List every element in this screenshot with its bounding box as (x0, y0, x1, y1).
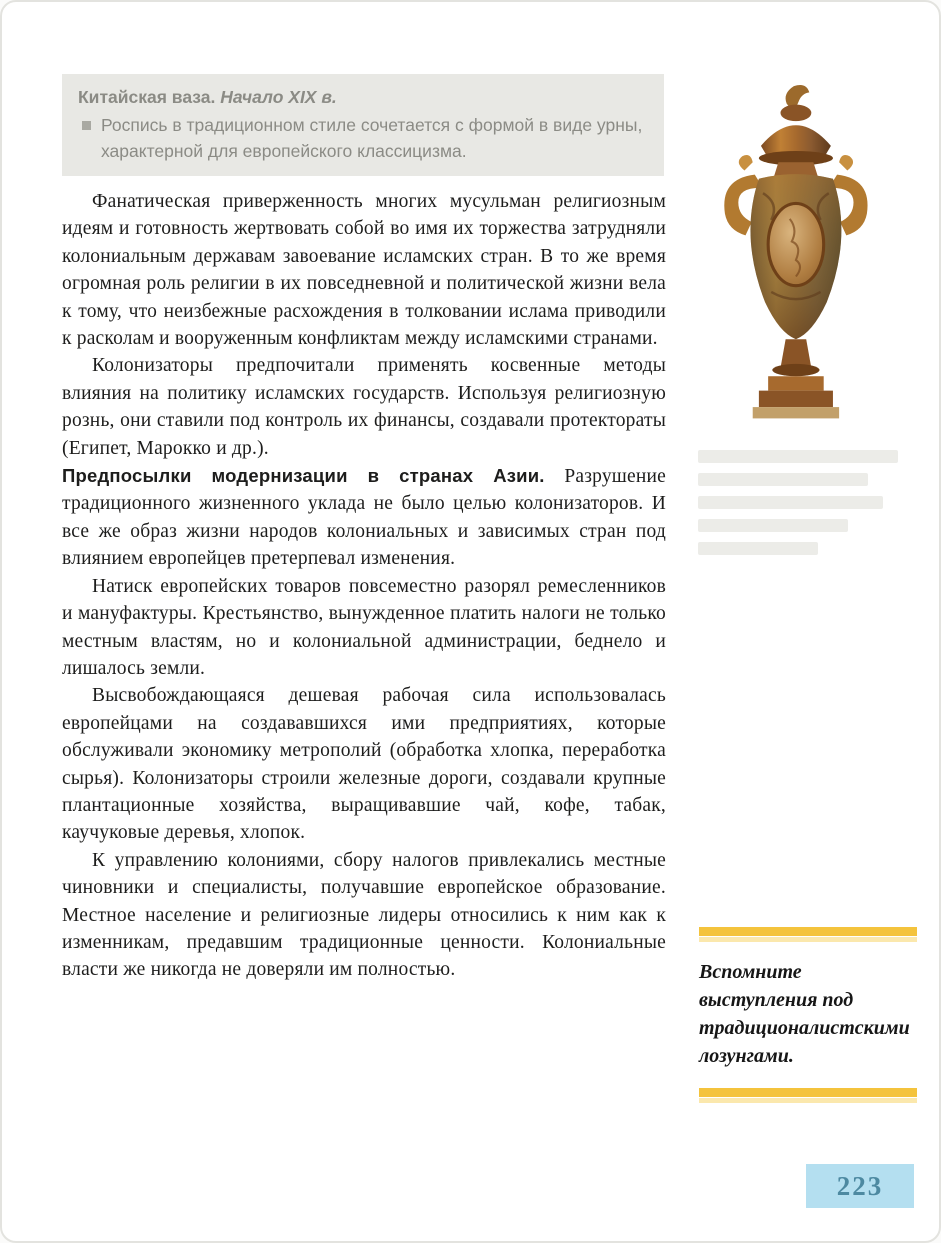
section-lead-heading: Предпосылки модернизации в странах Азии. (62, 465, 545, 487)
section-lead-text: Разрушение традиционного жизненного уклада не было целью колонизаторов. И все же образ жизни народов колониальных и зависимых стран под влиянием европейцев претерпевал изменения. (62, 466, 667, 570)
bleedthrough-line (698, 473, 868, 486)
accent-bar-bottom (699, 1088, 917, 1097)
paragraph-colonizers-methods: Колонизаторы предпочитали применять косвенные методы влияния на политику исламских государств. Используя религиозную рознь, они ставили под контроль их финансы, создавали протектораты (Египет, Марокко и др.). (62, 355, 666, 459)
bleedthrough-line (698, 450, 898, 463)
figure-caption-box (62, 74, 664, 176)
page-bleedthrough (698, 450, 908, 565)
bleedthrough-line (698, 542, 818, 555)
main-text-column (62, 188, 666, 984)
bleedthrough-line (698, 519, 848, 532)
paragraph-modernization (62, 462, 666, 573)
bullet-square-icon (82, 121, 91, 130)
page-number: 223 (836, 1170, 884, 1201)
paragraph-fanaticism: Фанатическая приверженность многих мусульман религиозным идеям и готовность жертвовать собой во имя их торжества затрудняли колониальным державам завоевание исламских стран. В то же время огромная роль религии в их повседневной и политической жизни вела к тому, что неизбежные расхождения в толковании ислама приводили к расколам и вооруженным конфликтам между исламскими странами. (62, 191, 666, 350)
accent-bar-top-light (699, 937, 917, 942)
page-number-badge (806, 1164, 914, 1208)
accent-bar-top (699, 927, 917, 936)
vase-illustration (690, 80, 908, 440)
figure-caption-title-bold: Китайская ваза. (78, 87, 216, 107)
paragraph-local-officials: К управлению колониями, сбору налогов привлекались местные чиновники и специалисты, получавшие европейское образование. Местное население и религиозные лидеры относились к ним как к изменникам, предавшим традиционные ценности. Колониальные власти же никогда не доверяли им полностью. (62, 849, 666, 981)
bleedthrough-line (698, 496, 883, 509)
paragraph-european-goods: Натиск европейских товаров повсеместно разорял ремесленников и мануфактуры. Крестьянство, вынужденное платить налоги не только местным властям, но и колониальной администрации, беднело и лишалось земли. (62, 575, 666, 679)
accent-bar-bottom-light (699, 1098, 917, 1103)
figure-caption-title (78, 84, 648, 110)
paragraph-cheap-labor: Высвобождающаяся дешевая рабочая сила использовалась европейцами на создававшихся ими предприятиях, которые обслуживали экономику метрополий (обработка хлопка, переработка сырья). Колонизаторы строили железные дороги, создавали крупные плантационные хозяйства, выращивавшие чай, кофе, табак, каучуковые деревья, хлопок. (62, 685, 666, 844)
figure-caption-title-date: Начало XIX в. (215, 87, 337, 107)
vase-drawing (690, 80, 908, 440)
margin-note-text: Вспомните выступления под традиционалистскими лозунгами. (699, 961, 910, 1067)
figure-caption-description: Роспись в традиционном стиле сочетается с формой в виде урны, характерной для европейского классицизма. (101, 115, 643, 161)
margin-note (699, 927, 917, 1103)
figure-caption-bullet-row (78, 112, 648, 164)
